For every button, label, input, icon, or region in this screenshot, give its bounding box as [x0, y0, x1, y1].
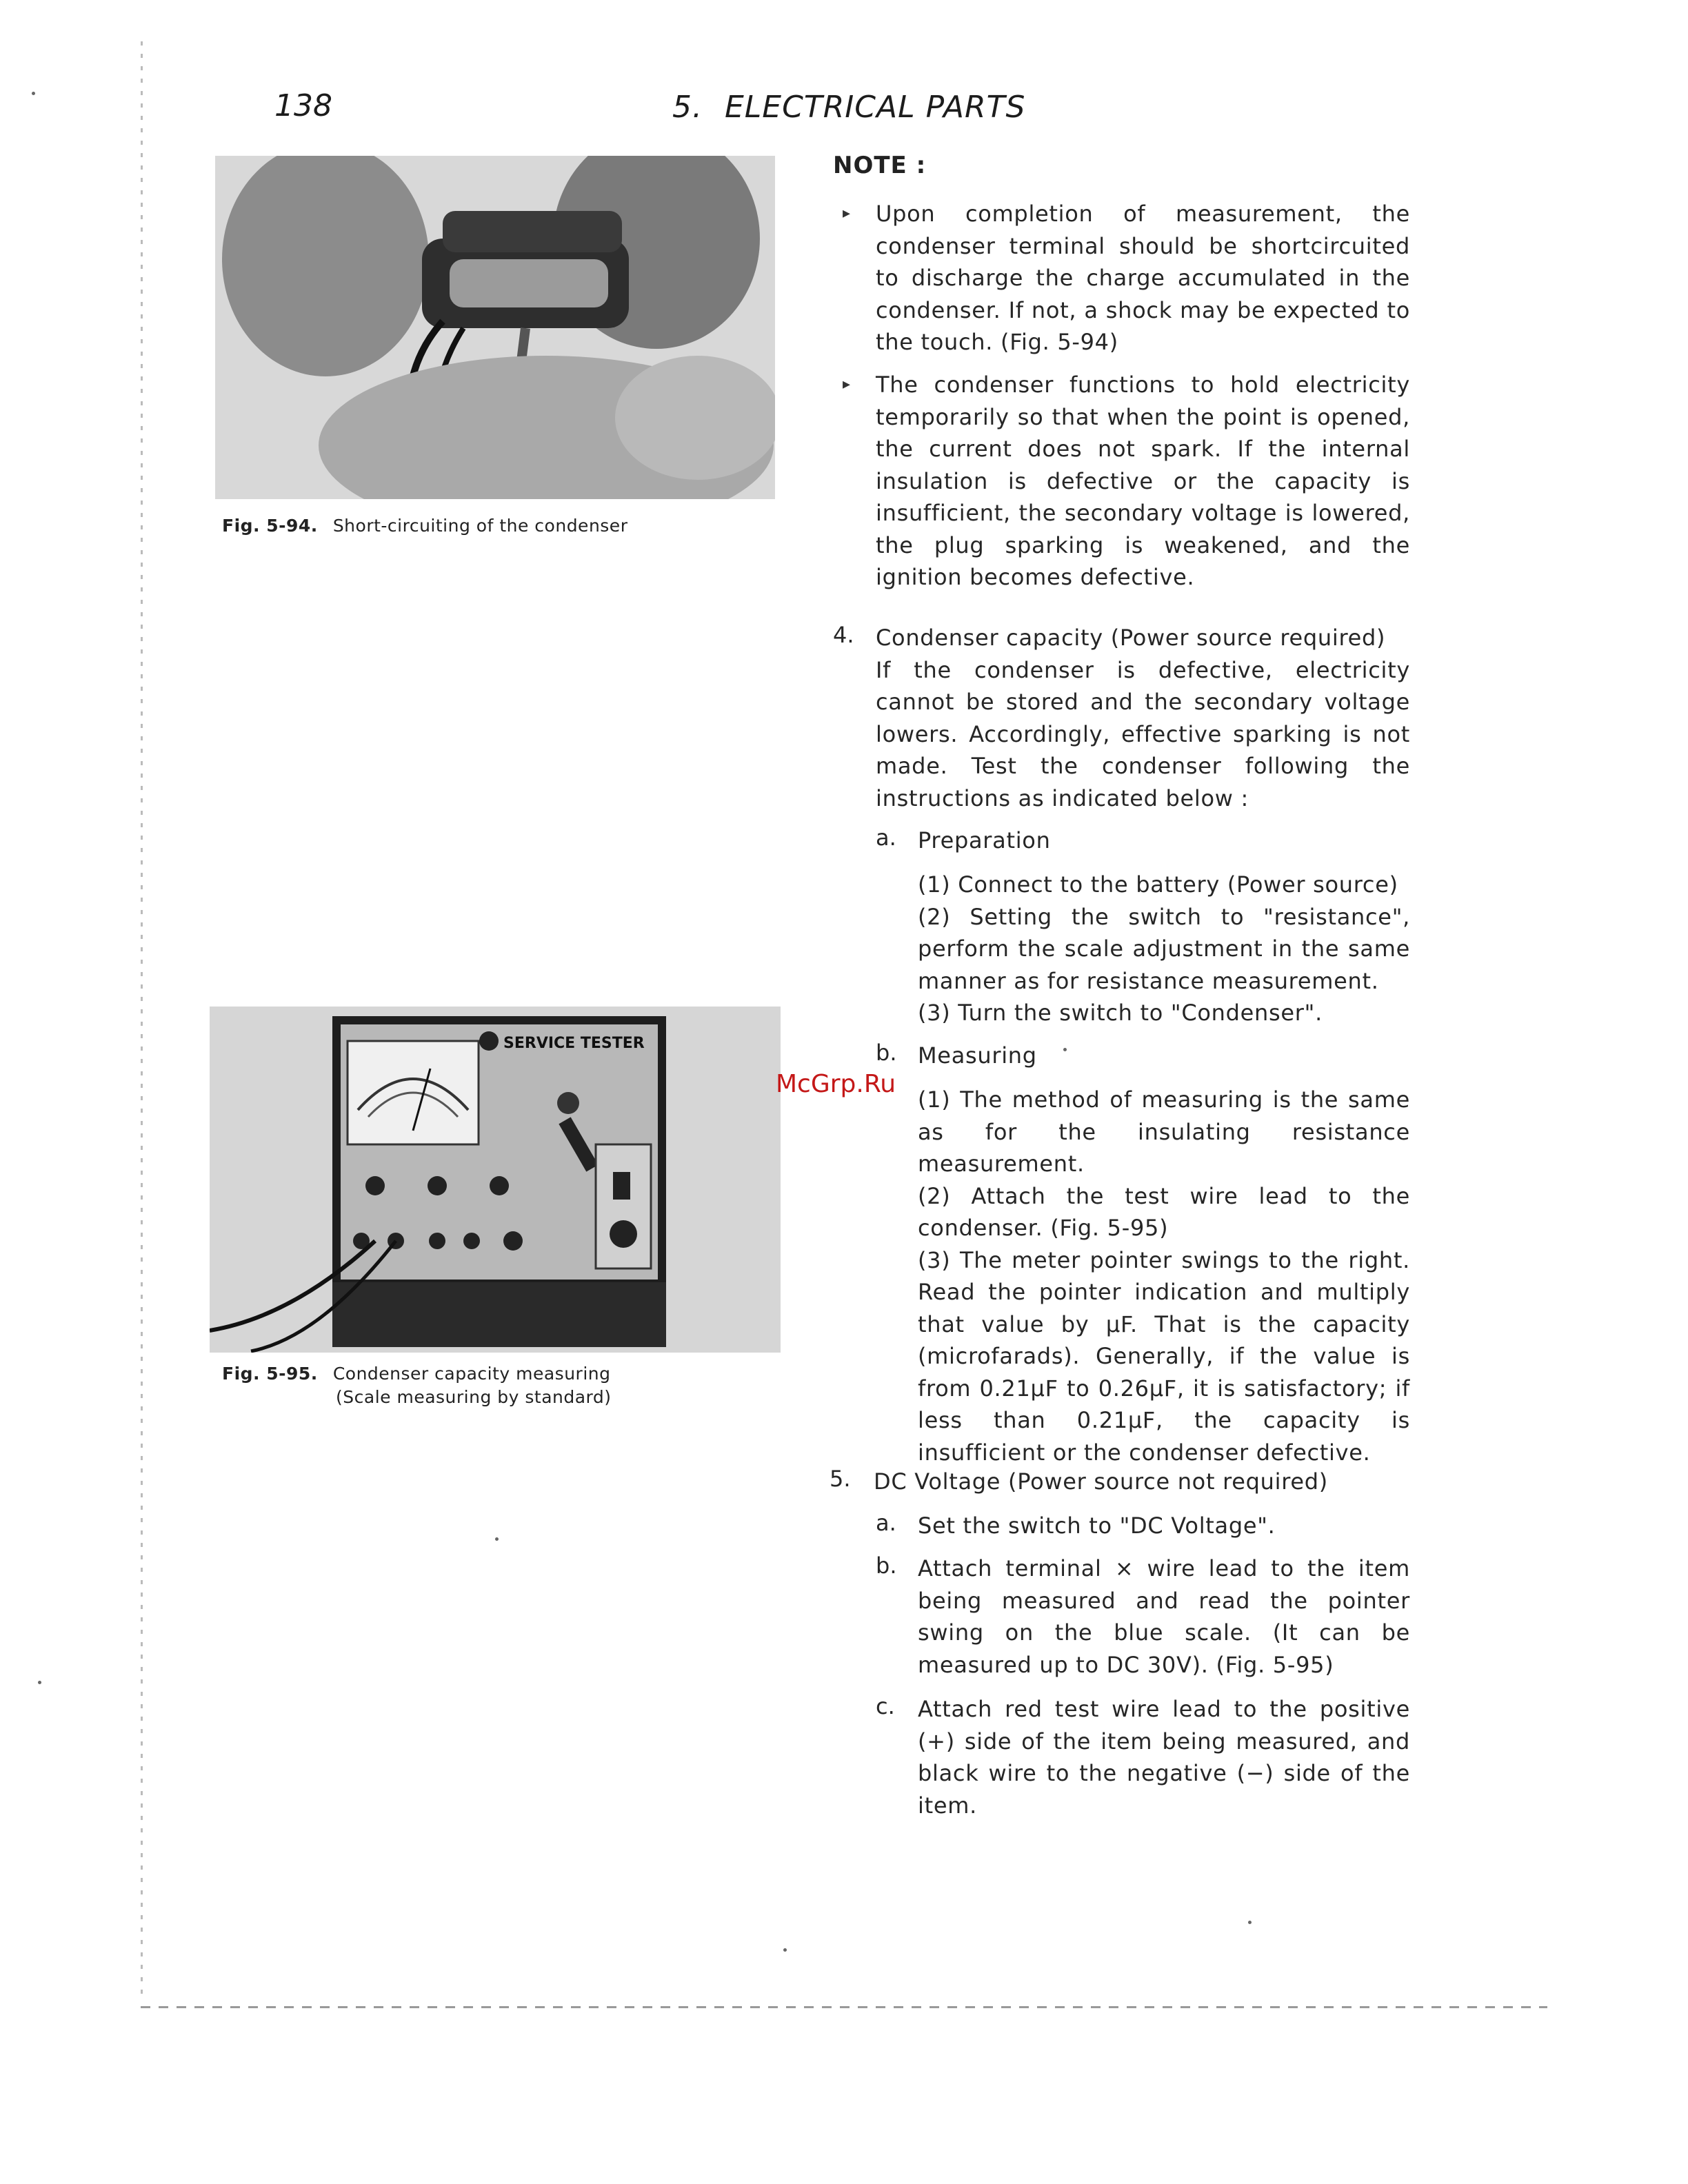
step-item: (1) Connect to the battery (Power source) — [918, 871, 1398, 898]
section-5-number: 5. — [830, 1466, 851, 1492]
section-4-body: If the condenser is defective, electricity cannot be stored and the secondary voltage lowers. Accordingly, effective sparking is not made. Test the condenser following the instructions as indicated below : — [876, 656, 1410, 811]
note-item-1: Upon completion of measurement, the condenser terminal should be shortcircuited to discharge the charge accumulated in the condenser. If not, a shock may be expected to the touch. (Fig. 5-94) — [876, 201, 1410, 355]
section-5-item-c: Attach red test wire lead to the positive (+) side of the item being measured, and black wire to the negative (−) side of the item. — [918, 1696, 1410, 1819]
section-5-item-c-marker: c. — [876, 1693, 895, 1719]
chapter-heading — [672, 90, 1025, 125]
bullet-arrow-icon: ▸ — [843, 376, 851, 393]
note-title: NOTE : — [833, 152, 927, 179]
step-item: (2) Setting the switch to "resistance", perform the scale adjustment in the same manner as for resistance measurement. — [918, 903, 1410, 994]
step-item: (3) Turn the switch to "Condenser". — [918, 1000, 1323, 1026]
section-5-title: DC Voltage (Power source not required) — [874, 1468, 1328, 1495]
subsection-b-marker: b. — [876, 1040, 897, 1066]
scan-speckle — [32, 92, 35, 95]
section-4-number: 4. — [833, 622, 854, 648]
figure-caption-line-2: (Scale measuring by standard) — [336, 1387, 612, 1407]
figure-5-95-photo — [210, 1007, 781, 1353]
subsection-a-steps — [918, 869, 1410, 1029]
scan-speckle — [495, 1537, 499, 1541]
figure-label: Fig. 5-94. — [222, 516, 318, 536]
subsection-a-title: Preparation — [918, 827, 1051, 853]
scan-speckle — [38, 1681, 41, 1684]
step-item: (2) Attach the test wire lead to the condenser. (Fig. 5-95) — [918, 1182, 1410, 1241]
section-4-title: Condenser capacity (Power source required) — [876, 625, 1386, 651]
chapter-title: ELECTRICAL PARTS — [724, 90, 1026, 125]
scan-edge-bottom — [141, 2006, 1547, 2008]
figure-label: Fig. 5-95. — [222, 1364, 318, 1384]
watermark: McGrp.Ru — [776, 1070, 896, 1098]
figure-5-95-caption — [222, 1362, 612, 1409]
chapter-number: 5. — [672, 90, 703, 125]
section-5-item-b: Attach terminal × wire lead to the item being measured and read the pointer swing on the blue scale. (It can be measured up to DC 30V). (Fig. 5-95) — [918, 1555, 1410, 1678]
figure-5-94-caption — [222, 514, 627, 538]
scan-speckle — [783, 1948, 787, 1952]
section-5-item-b-marker: b. — [876, 1553, 897, 1579]
section-4-heading — [876, 622, 1410, 814]
scan-edge-left — [141, 41, 143, 1999]
page-number: 138 — [274, 88, 332, 123]
tester-panel-label: SERVICE TESTER — [503, 1035, 645, 1052]
subsection-b-title: Measuring — [918, 1042, 1037, 1069]
step-item: (3) The meter pointer swings to the right. Read the pointer indication and multiply that value by µF. That is the capacity (microfarads). Generally, if the value is from 0.21µF to 0.26µF, it is satisfactory; if less than 0.21µF, the capacity is insufficient or the condenser defective. — [918, 1246, 1410, 1466]
section-5-item-a: Set the switch to "DC Voltage". — [918, 1513, 1276, 1539]
step-item: (1) The method of measuring is the same as for the insulating resistance measurement. — [918, 1086, 1410, 1177]
scan-speckle — [1063, 1048, 1067, 1051]
figure-caption-text: Short-circuiting of the condenser — [332, 516, 628, 536]
scan-speckle — [1248, 1921, 1252, 1924]
subsection-a-marker: a. — [876, 825, 896, 851]
figure-5-94-photo — [215, 156, 775, 499]
section-5-item-a-marker: a. — [876, 1510, 896, 1536]
bullet-arrow-icon: ▸ — [843, 205, 851, 222]
figure-caption-line-1: Condenser capacity measuring — [332, 1364, 611, 1384]
subsection-b-steps — [918, 1084, 1410, 1468]
note-item-2: The condenser functions to hold electricity temporarily so that when the point is opened, the current does not spark. If the internal insulation is defective or the capacity is insufficient, the secondary voltage is lowered, the plug sparking is weakened, and the ignition becomes defective. — [876, 372, 1410, 590]
